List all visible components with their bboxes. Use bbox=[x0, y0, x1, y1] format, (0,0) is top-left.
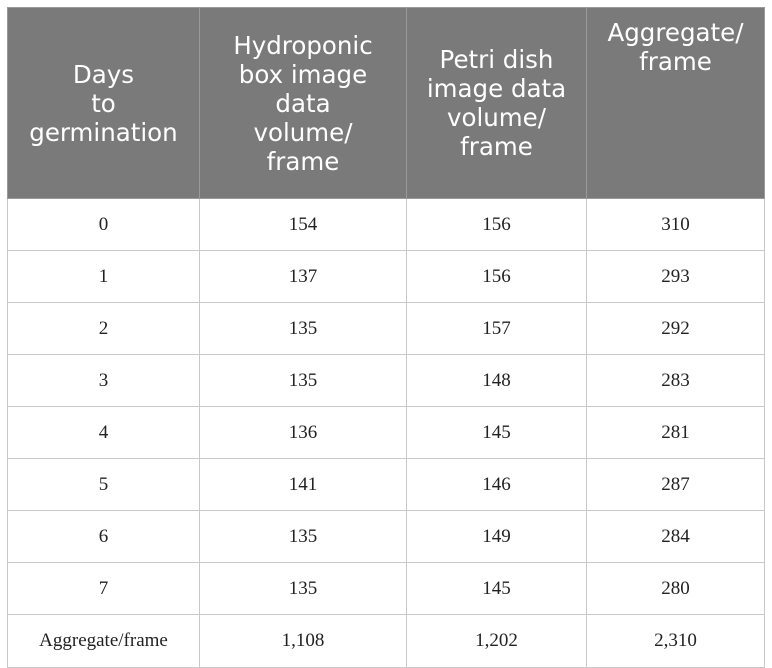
header-line: image data bbox=[426, 74, 567, 103]
cell-days: 7 bbox=[8, 563, 200, 615]
table-row bbox=[8, 407, 765, 459]
header-line: frame bbox=[639, 47, 712, 76]
cell-hydroponic: 135 bbox=[200, 511, 407, 563]
header-days-to-germination bbox=[8, 8, 200, 199]
cell-aggregate: 310 bbox=[587, 199, 765, 251]
header-line: volume/ bbox=[253, 117, 353, 147]
header-line: frame bbox=[460, 132, 533, 161]
table-row bbox=[8, 563, 765, 615]
header-line: Hydroponic bbox=[233, 30, 373, 60]
cell-days: 2 bbox=[8, 303, 200, 355]
cell-aggregate: 281 bbox=[587, 407, 765, 459]
cell-days: 6 bbox=[8, 511, 200, 563]
cell-petri: 145 bbox=[407, 563, 587, 615]
cell-hydroponic: 154 bbox=[200, 199, 407, 251]
total-row bbox=[8, 615, 765, 668]
cell-petri: 146 bbox=[407, 459, 587, 511]
cell-aggregate: 293 bbox=[587, 251, 765, 303]
cell-petri: 156 bbox=[407, 251, 587, 303]
table-row bbox=[8, 251, 765, 303]
cell-hydroponic: 135 bbox=[200, 563, 407, 615]
header-line: volume/ bbox=[446, 103, 547, 132]
cell-days: 5 bbox=[8, 459, 200, 511]
header-line: germination bbox=[29, 117, 178, 147]
table-header bbox=[8, 8, 765, 199]
cell-petri: 149 bbox=[407, 511, 587, 563]
cell-petri: 156 bbox=[407, 199, 587, 251]
cell-hydroponic: 141 bbox=[200, 459, 407, 511]
total-hydroponic: 1,108 bbox=[200, 615, 407, 668]
table-row bbox=[8, 511, 765, 563]
header-aggregate-frame bbox=[587, 8, 765, 199]
header-line: frame bbox=[266, 146, 340, 176]
cell-aggregate: 280 bbox=[587, 563, 765, 615]
cell-aggregate: 287 bbox=[587, 459, 765, 511]
total-label: Aggregate/frame bbox=[8, 615, 200, 668]
cell-petri: 145 bbox=[407, 407, 587, 459]
cell-aggregate: 284 bbox=[587, 511, 765, 563]
table-row bbox=[8, 303, 765, 355]
table-body bbox=[8, 199, 765, 668]
table-row bbox=[8, 355, 765, 407]
total-petri: 1,202 bbox=[407, 615, 587, 668]
header-line: Petri dish bbox=[439, 45, 554, 74]
cell-hydroponic: 137 bbox=[200, 251, 407, 303]
germination-data-table bbox=[7, 7, 765, 668]
header-petri-dish-volume bbox=[407, 8, 587, 199]
table-row bbox=[8, 459, 765, 511]
table-row bbox=[8, 199, 765, 251]
cell-days: 3 bbox=[8, 355, 200, 407]
header-line: box image bbox=[238, 59, 368, 89]
cell-hydroponic: 135 bbox=[200, 355, 407, 407]
header-line: to bbox=[91, 88, 116, 118]
total-aggregate: 2,310 bbox=[587, 615, 765, 668]
cell-hydroponic: 136 bbox=[200, 407, 407, 459]
cell-days: 0 bbox=[8, 199, 200, 251]
cell-days: 4 bbox=[8, 407, 200, 459]
cell-aggregate: 292 bbox=[587, 303, 765, 355]
cell-days: 1 bbox=[8, 251, 200, 303]
cell-hydroponic: 135 bbox=[200, 303, 407, 355]
cell-petri: 157 bbox=[407, 303, 587, 355]
cell-aggregate: 283 bbox=[587, 355, 765, 407]
header-line: Aggregate/ bbox=[607, 18, 744, 47]
header-line: Days bbox=[72, 59, 135, 89]
cell-petri: 148 bbox=[407, 355, 587, 407]
header-row bbox=[8, 8, 765, 199]
header-line: data bbox=[275, 88, 331, 118]
header-hydroponic-box-volume bbox=[200, 8, 407, 199]
